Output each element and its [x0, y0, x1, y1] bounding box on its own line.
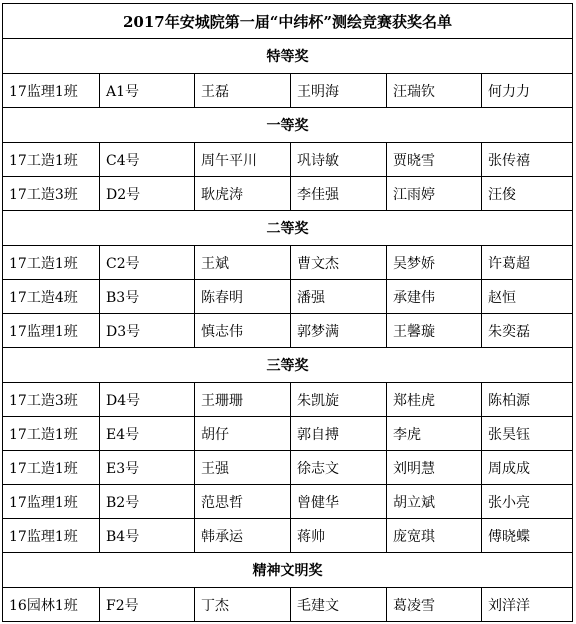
class-cell: 17监理1班 — [3, 519, 100, 552]
team-cell: C2号 — [100, 246, 195, 279]
member-cell-1: 王珊珊 — [195, 383, 291, 416]
class-cell: 16园林1班 — [3, 588, 100, 621]
team-cell: D2号 — [100, 177, 195, 210]
table-row — [3, 246, 573, 280]
class-cell: 17工造1班 — [3, 451, 100, 484]
member-cell-3: 庞宽琪 — [387, 519, 482, 552]
section-row — [3, 39, 573, 74]
member-cell-4: 刘洋洋 — [482, 588, 573, 621]
member-cell-1: 胡仔 — [195, 417, 291, 450]
member-cell-2: 潘强 — [291, 280, 387, 313]
section-row — [3, 211, 573, 246]
member-cell-2: 巩诗敏 — [291, 143, 387, 176]
class-cell: 17监理1班 — [3, 485, 100, 518]
member-cell-4: 陈柏源 — [482, 383, 573, 416]
team-cell: E4号 — [100, 417, 195, 450]
team-cell: D4号 — [100, 383, 195, 416]
member-cell-3: 王馨璇 — [387, 314, 482, 347]
member-cell-3: 贾晓雪 — [387, 143, 482, 176]
table-row — [3, 519, 573, 553]
section-row — [3, 553, 573, 588]
member-cell-3: 郑桂虎 — [387, 383, 482, 416]
member-cell-3: 李虎 — [387, 417, 482, 450]
member-cell-4: 张传禧 — [482, 143, 573, 176]
table-row — [3, 143, 573, 177]
member-cell-2: 曾健华 — [291, 485, 387, 518]
member-cell-4: 许葛超 — [482, 246, 573, 279]
title-row — [3, 4, 573, 39]
table-row — [3, 417, 573, 451]
table-row — [3, 314, 573, 348]
member-cell-1: 王强 — [195, 451, 291, 484]
member-cell-4: 何力力 — [482, 74, 573, 107]
member-cell-3: 葛凌雪 — [387, 588, 482, 621]
section-row — [3, 348, 573, 383]
member-cell-2: 郭梦满 — [291, 314, 387, 347]
team-cell: B4号 — [100, 519, 195, 552]
table-row — [3, 451, 573, 485]
class-cell: 17工造1班 — [3, 417, 100, 450]
table-row — [3, 177, 573, 211]
award-table — [2, 3, 573, 622]
member-cell-2: 郭自搏 — [291, 417, 387, 450]
section-heading: 二等奖 — [3, 211, 573, 245]
section-row — [3, 108, 573, 143]
member-cell-3: 汪瑞钦 — [387, 74, 482, 107]
member-cell-2: 王明海 — [291, 74, 387, 107]
member-cell-4: 傅晓蝶 — [482, 519, 573, 552]
table-row — [3, 74, 573, 108]
member-cell-3: 承建伟 — [387, 280, 482, 313]
class-cell: 17监理1班 — [3, 74, 100, 107]
section-heading: 精神文明奖 — [3, 553, 573, 587]
section-heading: 三等奖 — [3, 348, 573, 382]
class-cell: 17工造1班 — [3, 143, 100, 176]
member-cell-3: 胡立斌 — [387, 485, 482, 518]
member-cell-1: 韩承运 — [195, 519, 291, 552]
team-cell: E3号 — [100, 451, 195, 484]
member-cell-1: 周午平川 — [195, 143, 291, 176]
member-cell-1: 陈春明 — [195, 280, 291, 313]
team-cell: A1号 — [100, 74, 195, 107]
table-row — [3, 383, 573, 417]
member-cell-2: 李佳强 — [291, 177, 387, 210]
section-heading: 一等奖 — [3, 108, 573, 142]
member-cell-1: 丁杰 — [195, 588, 291, 621]
class-cell: 17工造4班 — [3, 280, 100, 313]
class-cell: 17工造3班 — [3, 383, 100, 416]
member-cell-2: 徐志文 — [291, 451, 387, 484]
class-cell: 17工造3班 — [3, 177, 100, 210]
class-cell: 17监理1班 — [3, 314, 100, 347]
member-cell-2: 曹文杰 — [291, 246, 387, 279]
member-cell-1: 王斌 — [195, 246, 291, 279]
team-cell: F2号 — [100, 588, 195, 621]
member-cell-4: 张小亮 — [482, 485, 573, 518]
table-title: 2017年安城院第一届“中纬杯”测绘竞赛获奖名单 — [3, 4, 573, 38]
table-row — [3, 588, 573, 622]
member-cell-3: 江雨婷 — [387, 177, 482, 210]
team-cell: B2号 — [100, 485, 195, 518]
member-cell-4: 赵恒 — [482, 280, 573, 313]
table-row — [3, 280, 573, 314]
member-cell-2: 毛建文 — [291, 588, 387, 621]
team-cell: B3号 — [100, 280, 195, 313]
member-cell-4: 张昊钰 — [482, 417, 573, 450]
member-cell-1: 范思哲 — [195, 485, 291, 518]
member-cell-4: 朱奕磊 — [482, 314, 573, 347]
member-cell-3: 刘明慧 — [387, 451, 482, 484]
section-heading: 特等奖 — [3, 39, 573, 73]
member-cell-4: 汪俊 — [482, 177, 573, 210]
member-cell-1: 慎志伟 — [195, 314, 291, 347]
member-cell-2: 蒋帅 — [291, 519, 387, 552]
team-cell: D3号 — [100, 314, 195, 347]
member-cell-1: 王磊 — [195, 74, 291, 107]
team-cell: C4号 — [100, 143, 195, 176]
member-cell-1: 耿虎涛 — [195, 177, 291, 210]
class-cell: 17工造1班 — [3, 246, 100, 279]
member-cell-2: 朱凯旋 — [291, 383, 387, 416]
member-cell-3: 吴梦娇 — [387, 246, 482, 279]
table-row — [3, 485, 573, 519]
member-cell-4: 周成成 — [482, 451, 573, 484]
